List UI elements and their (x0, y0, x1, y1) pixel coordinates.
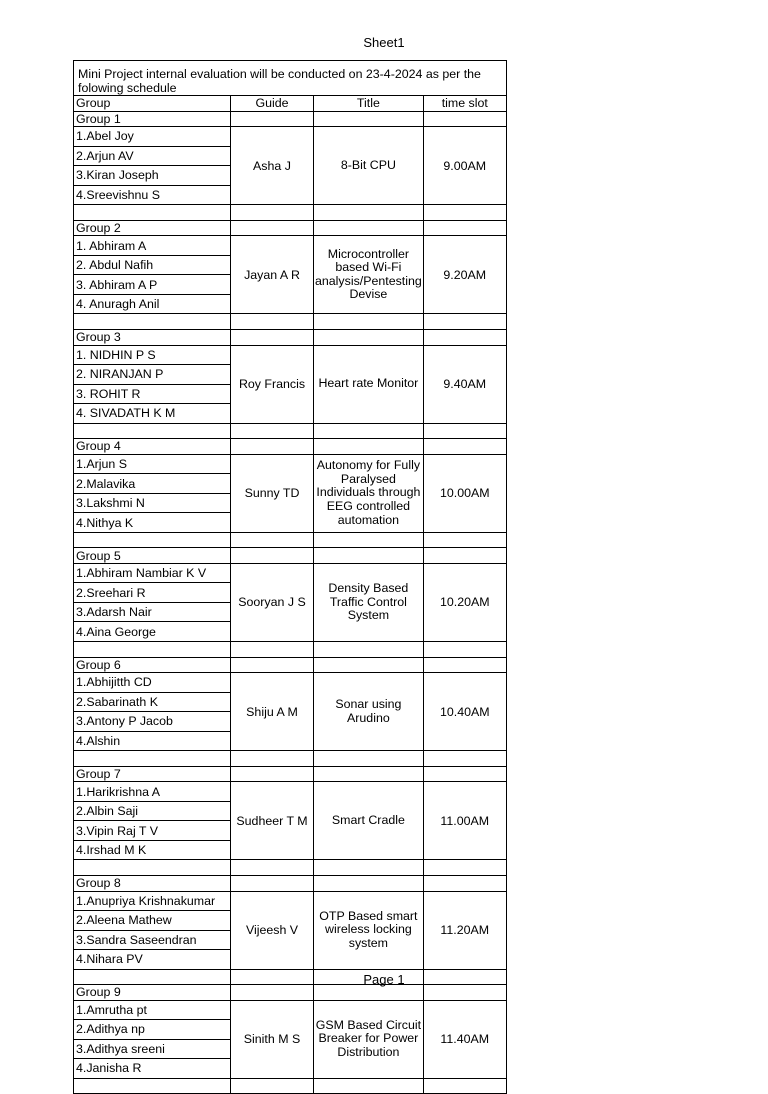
project-title: 8-Bit CPU (340, 157, 396, 172)
group-member: 3.Sandra Saseendran (74, 930, 231, 950)
notice-text: Mini Project internal evaluation will be conducted on 23-4-2024 as per the folowing schedule (74, 61, 507, 96)
time-slot: 10.20AM (423, 563, 506, 641)
blank-cell (423, 641, 506, 657)
guide-name: Sudheer T M (231, 782, 314, 860)
blank-cell (231, 1078, 314, 1094)
group-name: Group 4 (74, 439, 231, 455)
member-row (74, 563, 507, 583)
blank-cell (231, 423, 314, 439)
blank-cell (423, 751, 506, 767)
guide-cell-top (231, 657, 314, 673)
group-member: 4.Alshin (74, 731, 231, 751)
blank-cell (74, 751, 231, 767)
blank-cell (314, 314, 424, 330)
guide-cell-top (231, 548, 314, 564)
time-cell-top (423, 439, 506, 455)
blank-cell (423, 423, 506, 439)
guide-name: Asha J (231, 127, 314, 205)
time-cell-top (423, 766, 506, 782)
group-member: 3.Lakshmi N (74, 493, 231, 513)
time-slot: 10.40AM (423, 673, 506, 751)
project-title-cell (314, 891, 424, 969)
group-member: 1.Amrutha pt (74, 1000, 231, 1020)
guide-name: Shiju A M (231, 673, 314, 751)
member-row (74, 1000, 507, 1020)
member-row (74, 236, 507, 256)
guide-name: Sooryan J S (231, 563, 314, 641)
header-row (74, 96, 507, 112)
blank-cell (74, 423, 231, 439)
group-member: 2.Adithya np (74, 1020, 231, 1040)
blank-row (74, 205, 507, 221)
header-guide: Guide (231, 96, 314, 112)
group-member: 2. Abdul Nafih (74, 255, 231, 275)
group-member: 2.Sabarinath K (74, 692, 231, 712)
group-header-row (74, 329, 507, 345)
group-member: 4.Aina George (74, 622, 231, 642)
member-row (74, 673, 507, 693)
title-cell-top (314, 111, 424, 127)
member-row (74, 127, 507, 147)
blank-cell (314, 751, 424, 767)
blank-row (74, 751, 507, 767)
group-member: 3.Adithya sreeni (74, 1039, 231, 1059)
time-slot: 9.00AM (423, 127, 506, 205)
group-member: 4.Irshad M K (74, 840, 231, 860)
time-cell-top (423, 875, 506, 891)
blank-row (74, 532, 507, 548)
guide-name: Jayan A R (231, 236, 314, 314)
project-title-cell (314, 236, 424, 314)
page-number: Page 1 (363, 972, 405, 987)
guide-name: Sunny TD (231, 454, 314, 532)
guide-cell-top (231, 766, 314, 782)
title-cell-top (314, 220, 424, 236)
blank-row (74, 860, 507, 876)
title-cell-top (314, 875, 424, 891)
group-header-row (74, 875, 507, 891)
blank-cell (423, 532, 506, 548)
group-name: Group 1 (74, 111, 231, 127)
blank-cell (74, 860, 231, 876)
group-member: 4.Nihara PV (74, 950, 231, 970)
blank-cell (423, 1078, 506, 1094)
guide-cell-top (231, 329, 314, 345)
group-header-row (74, 657, 507, 673)
time-cell-top (423, 548, 506, 564)
project-title-cell (314, 782, 424, 860)
project-title-cell (314, 563, 424, 641)
header-time-slot: time slot (423, 96, 506, 112)
group-member: 2.Aleena Mathew (74, 911, 231, 931)
time-cell-top (423, 220, 506, 236)
project-title-cell (314, 454, 424, 532)
group-member: 3.Antony P Jacob (74, 712, 231, 732)
project-title: GSM Based Circuit Breaker for Power Distribution (315, 1017, 422, 1059)
blank-cell (314, 860, 424, 876)
blank-cell (231, 641, 314, 657)
group-member: 2.Albin Saji (74, 801, 231, 821)
group-header-row (74, 111, 507, 127)
group-member: 2.Arjun AV (74, 146, 231, 166)
group-member: 4.Nithya K (74, 513, 231, 533)
blank-cell (231, 205, 314, 221)
guide-cell-top (231, 111, 314, 127)
time-cell-top (423, 111, 506, 127)
guide-cell-top (231, 220, 314, 236)
group-name: Group 6 (74, 657, 231, 673)
sheet-title: Sheet1 (363, 35, 405, 50)
group-member: 4. SIVADATH K M (74, 404, 231, 424)
group-name: Group 3 (74, 329, 231, 345)
group-member: 2.Malavika (74, 474, 231, 494)
time-cell-top (423, 657, 506, 673)
blank-cell (314, 532, 424, 548)
group-header-row (74, 220, 507, 236)
blank-cell (74, 314, 231, 330)
blank-cell (74, 1078, 231, 1094)
group-member: 2. NIRANJAN P (74, 365, 231, 385)
project-title: Density Based Traffic Control System (328, 581, 409, 623)
blank-row (74, 423, 507, 439)
blank-row (74, 641, 507, 657)
blank-cell (74, 532, 231, 548)
title-cell-top (314, 657, 424, 673)
time-slot: 9.40AM (423, 345, 506, 423)
group-member: 1.Abel Joy (74, 127, 231, 147)
time-slot: 9.20AM (423, 236, 506, 314)
member-row (74, 454, 507, 474)
group-member: 4. Anuragh Anil (74, 294, 231, 314)
group-member: 3.Adarsh Nair (74, 602, 231, 622)
group-member: 3.Kiran Joseph (74, 166, 231, 186)
guide-name: Roy Francis (231, 345, 314, 423)
title-cell-top (314, 766, 424, 782)
group-member: 4.Sreevishnu S (74, 185, 231, 205)
title-cell-top (314, 329, 424, 345)
member-row (74, 891, 507, 911)
group-member: 1.Abhijitth CD (74, 673, 231, 693)
blank-cell (231, 532, 314, 548)
blank-cell (314, 205, 424, 221)
member-row (74, 782, 507, 802)
project-title-cell (314, 345, 424, 423)
title-cell-top (314, 548, 424, 564)
group-header-row (74, 439, 507, 455)
blank-cell (314, 423, 424, 439)
guide-cell-top (231, 439, 314, 455)
time-slot: 11.00AM (423, 782, 506, 860)
group-name: Group 7 (74, 766, 231, 782)
notice-row (74, 61, 507, 96)
group-member: 1.Abhiram Nambiar K V (74, 563, 231, 583)
group-member: 1.Harikrishna A (74, 782, 231, 802)
blank-cell (314, 641, 424, 657)
group-member: 2.Sreehari R (74, 583, 231, 603)
group-member: 1.Anupriya Krishnakumar (74, 891, 231, 911)
time-slot: 10.00AM (423, 454, 506, 532)
project-title-cell (314, 127, 424, 205)
group-member: 1. NIDHIN P S (74, 345, 231, 365)
blank-cell (231, 314, 314, 330)
group-name: Group 5 (74, 548, 231, 564)
guide-cell-top (231, 875, 314, 891)
blank-row (74, 1078, 507, 1094)
group-member: 3.Vipin Raj T V (74, 821, 231, 841)
project-title-cell (314, 673, 424, 751)
project-title: Heart rate Monitor (318, 376, 419, 391)
blank-cell (231, 751, 314, 767)
group-member: 4.Janisha R (74, 1059, 231, 1079)
project-title: Sonar using Arudino (335, 697, 402, 725)
group-member: 1.Arjun S (74, 454, 231, 474)
guide-name: Vijeesh V (231, 891, 314, 969)
blank-cell (423, 314, 506, 330)
title-cell-top (314, 439, 424, 455)
time-cell-top (423, 329, 506, 345)
group-name: Group 8 (74, 875, 231, 891)
group-header-row (74, 766, 507, 782)
time-slot: 11.20AM (423, 891, 506, 969)
blank-cell (74, 641, 231, 657)
schedule-table (73, 60, 507, 1094)
header-title: Title (314, 96, 424, 112)
group-name: Group 9 (74, 985, 231, 1001)
group-name: Group 2 (74, 220, 231, 236)
project-title-cell (314, 1000, 424, 1078)
blank-cell (231, 860, 314, 876)
blank-row (74, 314, 507, 330)
blank-cell (74, 205, 231, 221)
project-title: OTP Based smart wireless locking system (319, 908, 418, 950)
group-header-row (74, 548, 507, 564)
header-group: Group (74, 96, 231, 112)
blank-cell (423, 205, 506, 221)
group-member: 1. Abhiram A (74, 236, 231, 256)
blank-cell (314, 1078, 424, 1094)
project-title: Autonomy for Fully Paralysed Individuals through EEG controlled automation (316, 458, 421, 527)
group-member: 3. Abhiram A P (74, 275, 231, 295)
project-title: Microcontroller based Wi-Fi analysis/Pentesting Devise (315, 246, 422, 302)
guide-name: Sinith M S (231, 1000, 314, 1078)
project-title: Smart Cradle (331, 813, 405, 828)
blank-cell (423, 860, 506, 876)
member-row (74, 345, 507, 365)
group-member: 3. ROHIT R (74, 384, 231, 404)
time-slot: 11.40AM (423, 1000, 506, 1078)
